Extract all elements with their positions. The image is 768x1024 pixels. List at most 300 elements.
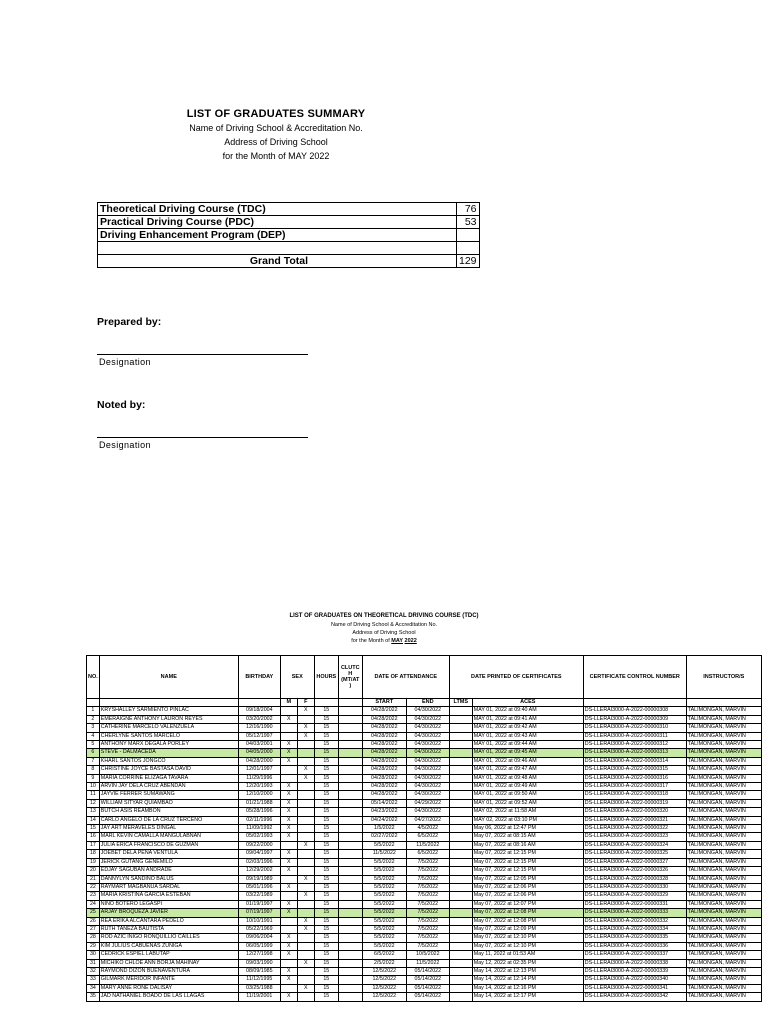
instructor: TALIMONGAN, MARVIN xyxy=(686,892,761,900)
hours: 15 xyxy=(314,892,338,900)
sex-female xyxy=(297,825,314,833)
summary-value: 76 xyxy=(457,203,480,216)
sex-male: X xyxy=(280,749,297,757)
graduate-name: MARIA CORRINE ELIZAGA TAVARA xyxy=(99,774,238,782)
ltms xyxy=(449,984,472,992)
col-sex: SEX xyxy=(280,656,314,699)
row-number: 27 xyxy=(87,925,100,933)
aces-date: May 07, 2022 at 12:09 PM xyxy=(472,925,583,933)
start-date: 04/28/2022 xyxy=(362,741,406,749)
birthday: 11/09/1992 xyxy=(238,825,280,833)
ltms xyxy=(449,808,472,816)
certificate-number: DS-LLERAI3000-A-2022-00000320 xyxy=(583,808,686,816)
summary-value: 53 xyxy=(457,216,480,229)
table-row xyxy=(87,783,762,791)
ltms xyxy=(449,766,472,774)
clutch xyxy=(338,791,362,799)
sex-female: X xyxy=(297,917,314,925)
start-date: 5/5/2022 xyxy=(362,867,406,875)
end-date: 05/14/2022 xyxy=(406,984,449,992)
aces-date: May 07, 2022 at 12:15 PM xyxy=(472,850,583,858)
ltms xyxy=(449,841,472,849)
aces-date: MAY 01, 2022 at 09:49 AM xyxy=(472,783,583,791)
certificate-number: DS-LLERAI3000-A-2022-00000325 xyxy=(583,850,686,858)
hours: 15 xyxy=(314,724,338,732)
sex-male: X xyxy=(280,799,297,807)
start-date: 1/5/2022 xyxy=(362,825,406,833)
end-date: 7/5/2022 xyxy=(406,900,449,908)
end-date: 04/30/2022 xyxy=(406,783,449,791)
hours: 15 xyxy=(314,951,338,959)
summary-spacer xyxy=(322,229,457,242)
ltms xyxy=(449,783,472,791)
sex-female xyxy=(297,816,314,824)
summary-school-name: Name of Driving School & Accreditation No. xyxy=(189,123,363,133)
prepared-designation: Designation xyxy=(99,357,151,367)
ltms xyxy=(449,993,472,1001)
sex-female: X xyxy=(297,732,314,740)
instructor: TALIMONGAN, MARVIN xyxy=(686,967,761,975)
ltms xyxy=(449,909,472,917)
end-date: 05/14/2022 xyxy=(406,967,449,975)
clutch xyxy=(338,892,362,900)
tdc-period-year: 2022 xyxy=(404,638,417,644)
hours: 15 xyxy=(314,749,338,757)
graduate-name: ARVIN JAY DELA CRUZ ABENDAN xyxy=(99,783,238,791)
clutch xyxy=(338,724,362,732)
row-number: 18 xyxy=(87,850,100,858)
certificate-number: DS-LLERAI3000-A-2022-00000312 xyxy=(583,741,686,749)
aces-date: May 14, 2022 at 12:17 PM xyxy=(472,993,583,1001)
row-number: 7 xyxy=(87,757,100,765)
aces-date: MAY 01, 2022 at 09:50 AM xyxy=(472,791,583,799)
birthday: 05/28/1996 xyxy=(238,808,280,816)
end-date: 6/5/2022 xyxy=(406,850,449,858)
table-row xyxy=(87,900,762,908)
hours: 15 xyxy=(314,757,338,765)
clutch xyxy=(338,715,362,723)
end-date: 04/30/2022 xyxy=(406,808,449,816)
tdc-school-address: Address of Driving School xyxy=(352,630,416,636)
end-date: 11/5/2022 xyxy=(406,959,449,967)
sex-male: X xyxy=(280,909,297,917)
row-number: 21 xyxy=(87,875,100,883)
row-number: 5 xyxy=(87,741,100,749)
ltms xyxy=(449,749,472,757)
birthday: 02/11/1996 xyxy=(238,816,280,824)
row-number: 11 xyxy=(87,791,100,799)
row-number: 28 xyxy=(87,934,100,942)
table-row xyxy=(87,959,762,967)
birthday: 08/09/1985 xyxy=(238,967,280,975)
table-row xyxy=(87,724,762,732)
end-date: 04/27/2022 xyxy=(406,816,449,824)
end-date: 04/30/2022 xyxy=(406,757,449,765)
certificate-number: DS-LLERAI3000-A-2022-00000330 xyxy=(583,883,686,891)
certificate-number: DS-LLERAI3000-A-2022-00000313 xyxy=(583,749,686,757)
sex-male: X xyxy=(280,867,297,875)
certificate-number: DS-LLERAI3000-A-2022-00000311 xyxy=(583,732,686,740)
birthday: 01/21/1988 xyxy=(238,799,280,807)
table-row xyxy=(87,984,762,992)
sex-male xyxy=(280,774,297,782)
subheader-row xyxy=(87,699,762,707)
instructor: TALIMONGAN, MARVIN xyxy=(686,749,761,757)
graduate-name: CARLO ANGELO DE LA CRUZ TERCENO xyxy=(99,816,238,824)
instructor: TALIMONGAN, MARVIN xyxy=(686,741,761,749)
instructor: TALIMONGAN, MARVIN xyxy=(686,791,761,799)
start-date: 5/5/2022 xyxy=(362,875,406,883)
aces-date: MAY 01, 2022 at 09:52 AM xyxy=(472,799,583,807)
table-row xyxy=(87,749,762,757)
graduate-name: RAYMOND DIZON BUENAVENTURA xyxy=(99,967,238,975)
graduate-name: CHERLYNE SANTOS MARCELO xyxy=(99,732,238,740)
sub-blank xyxy=(583,699,686,707)
table-row xyxy=(87,766,762,774)
sub-start: START xyxy=(362,699,406,707)
prepared-signature-line xyxy=(97,354,308,355)
table-row xyxy=(87,934,762,942)
clutch xyxy=(338,925,362,933)
table-row xyxy=(87,757,762,765)
graduate-name: REA ERIKA ALCANTARA PEDELO xyxy=(99,917,238,925)
row-number: 22 xyxy=(87,883,100,891)
summary-row xyxy=(98,229,480,242)
sex-male xyxy=(280,875,297,883)
sex-female xyxy=(297,749,314,757)
aces-date: May 07, 2022 at 12:05 PM xyxy=(472,875,583,883)
graduate-name: CATHERINE MARCELO VALENZUELA xyxy=(99,724,238,732)
header-row xyxy=(87,656,762,699)
col-birthday: BIRTHDAY xyxy=(238,656,280,699)
row-number: 25 xyxy=(87,909,100,917)
instructor: TALIMONGAN, MARVIN xyxy=(686,993,761,1001)
sex-male xyxy=(280,959,297,967)
sex-male: X xyxy=(280,993,297,1001)
birthday: 09/03/1990 xyxy=(238,959,280,967)
row-number: 3 xyxy=(87,724,100,732)
ltms xyxy=(449,791,472,799)
hours: 15 xyxy=(314,925,338,933)
instructor: TALIMONGAN, MARVIN xyxy=(686,774,761,782)
graduate-name: ARJAY BROQUEZA JAVIER xyxy=(99,909,238,917)
birthday: 03/25/1988 xyxy=(238,984,280,992)
sex-female xyxy=(297,850,314,858)
graduate-name: NINO BOTERO LEGASPI xyxy=(99,900,238,908)
aces-date: May 11, 2022 at 01:53 AM xyxy=(472,951,583,959)
row-number: 16 xyxy=(87,833,100,841)
row-number: 2 xyxy=(87,715,100,723)
tdc-period-month: MAY xyxy=(391,638,403,644)
end-date: 7/5/2022 xyxy=(406,909,449,917)
end-date: 7/5/2022 xyxy=(406,925,449,933)
tdc-school-name: Name of Driving School & Accreditation No. xyxy=(330,622,438,628)
graduate-name: MARY ANNE RONE DALISAY xyxy=(99,984,238,992)
certificate-number: DS-LLERAI3000-A-2022-00000308 xyxy=(583,707,686,715)
row-number: 31 xyxy=(87,959,100,967)
clutch xyxy=(338,841,362,849)
graduate-name: ANTHONY MARX DEGALA PORLEY xyxy=(99,741,238,749)
sex-female: X xyxy=(297,875,314,883)
start-date: 04/28/2022 xyxy=(362,724,406,732)
aces-date: May 14, 2022 at 12:14 PM xyxy=(472,976,583,984)
row-number: 29 xyxy=(87,942,100,950)
certificate-number: DS-LLERAI3000-A-2022-00000332 xyxy=(583,917,686,925)
graduate-name: KIM JULIUS CABUENAS ZUNIGA xyxy=(99,942,238,950)
table-row xyxy=(87,825,762,833)
clutch xyxy=(338,942,362,950)
aces-date: MAY 01, 2022 at 09:40 AM xyxy=(472,707,583,715)
certificate-number: DS-LLERAI3000-A-2022-00000326 xyxy=(583,867,686,875)
clutch xyxy=(338,799,362,807)
table-row xyxy=(87,816,762,824)
sex-female xyxy=(297,783,314,791)
sex-female xyxy=(297,791,314,799)
clutch xyxy=(338,741,362,749)
birthday: 05/12/1997 xyxy=(238,732,280,740)
hours: 15 xyxy=(314,875,338,883)
birthday: 12/10/2000 xyxy=(238,791,280,799)
clutch xyxy=(338,825,362,833)
end-date: 04/30/2022 xyxy=(406,749,449,757)
sub-blank xyxy=(686,699,761,707)
ltms xyxy=(449,934,472,942)
sex-male xyxy=(280,917,297,925)
clutch xyxy=(338,951,362,959)
tdc-title: LIST OF GRADUATES ON THEORETICAL DRIVING COURSE (TDC) xyxy=(289,613,479,619)
aces-date: May 14, 2022 at 12:16 PM xyxy=(472,984,583,992)
summary-spacer xyxy=(322,203,457,216)
start-date: 6/5/2022 xyxy=(362,951,406,959)
aces-date: MAY 01, 2022 at 09:46 AM xyxy=(472,757,583,765)
instructor: TALIMONGAN, MARVIN xyxy=(686,707,761,715)
clutch xyxy=(338,808,362,816)
ltms xyxy=(449,825,472,833)
hours: 15 xyxy=(314,850,338,858)
summary-value xyxy=(457,242,480,255)
certificate-number: DS-LLERAI3000-A-2022-00000334 xyxy=(583,925,686,933)
row-number: 15 xyxy=(87,825,100,833)
instructor: TALIMONGAN, MARVIN xyxy=(686,951,761,959)
summary-spacer xyxy=(322,255,457,268)
clutch xyxy=(338,757,362,765)
certificate-number: DS-LLERAI3000-A-2022-00000339 xyxy=(583,967,686,975)
summary-title: LIST OF GRADUATES SUMMARY xyxy=(186,108,366,120)
ltms xyxy=(449,816,472,824)
aces-date: May 07, 2022 at 12:15 PM xyxy=(472,867,583,875)
table-row xyxy=(87,774,762,782)
end-date: 7/5/2022 xyxy=(406,942,449,950)
sex-male: X xyxy=(280,783,297,791)
start-date: 04/28/2022 xyxy=(362,791,406,799)
sex-female xyxy=(297,900,314,908)
summary-table xyxy=(97,202,480,268)
instructor: TALIMONGAN, MARVIN xyxy=(686,917,761,925)
certificate-number: DS-LLERAI3000-A-2022-00000324 xyxy=(583,841,686,849)
sub-blank xyxy=(338,699,362,707)
start-date: 11/5/2022 xyxy=(362,850,406,858)
clutch xyxy=(338,850,362,858)
end-date: 7/5/2022 xyxy=(406,934,449,942)
hours: 15 xyxy=(314,816,338,824)
table-row xyxy=(87,707,762,715)
clutch xyxy=(338,774,362,782)
instructor: TALIMONGAN, MARVIN xyxy=(686,867,761,875)
start-date: 04/28/2022 xyxy=(362,749,406,757)
summary-spacer xyxy=(322,216,457,229)
instructor: TALIMONGAN, MARVIN xyxy=(686,766,761,774)
start-date: 5/5/2022 xyxy=(362,858,406,866)
clutch xyxy=(338,984,362,992)
certificate-number: DS-LLERAI3000-A-2022-00000338 xyxy=(583,959,686,967)
clutch xyxy=(338,707,362,715)
graduate-name: MARL KEVIN CAMALLA MANGULABNAN xyxy=(99,833,238,841)
instructor: TALIMONGAN, MARVIN xyxy=(686,883,761,891)
graduate-name: MARIA KRISTINA GARCIA ESTEBAN xyxy=(99,892,238,900)
clutch xyxy=(338,934,362,942)
sex-female xyxy=(297,715,314,723)
row-number: 35 xyxy=(87,993,100,1001)
instructor: TALIMONGAN, MARVIN xyxy=(686,732,761,740)
graduate-name: RAYMART MAGBANUA SARDAL xyxy=(99,883,238,891)
certificate-number: DS-LLERAI3000-A-2022-00000315 xyxy=(583,766,686,774)
birthday: 12/29/2002 xyxy=(238,867,280,875)
sex-female: X xyxy=(297,984,314,992)
graduate-name: CHRISTINE JOYCE BASTASA DAVID xyxy=(99,766,238,774)
table-row xyxy=(87,951,762,959)
tdc-period-prefix: for the Month of xyxy=(351,638,390,644)
row-number: 14 xyxy=(87,816,100,824)
sex-male: X xyxy=(280,883,297,891)
start-date: 04/28/2022 xyxy=(362,766,406,774)
graduate-name: GILMARK MERIDOR INFANTE xyxy=(99,976,238,984)
certificate-number: DS-LLERAI3000-A-2022-00000331 xyxy=(583,900,686,908)
table-row xyxy=(87,808,762,816)
sex-male xyxy=(280,707,297,715)
summary-total-row xyxy=(98,255,480,268)
end-date: 7/5/2022 xyxy=(406,892,449,900)
clutch xyxy=(338,900,362,908)
sex-female xyxy=(297,942,314,950)
end-date: 04/30/2022 xyxy=(406,715,449,723)
row-number: 33 xyxy=(87,976,100,984)
sex-male: X xyxy=(280,976,297,984)
start-date: 12/5/2022 xyxy=(362,993,406,1001)
aces-date: May 12, 2022 at 02:35 PM xyxy=(472,959,583,967)
summary-row xyxy=(98,242,480,255)
sex-male xyxy=(280,892,297,900)
table-row xyxy=(87,841,762,849)
start-date: 04/28/2022 xyxy=(362,783,406,791)
certificate-number: DS-LLERAI3000-A-2022-00000322 xyxy=(583,825,686,833)
certificate-number: DS-LLERAI3000-A-2022-00000335 xyxy=(583,934,686,942)
table-row xyxy=(87,850,762,858)
clutch xyxy=(338,867,362,875)
sex-male: X xyxy=(280,850,297,858)
grand-total-label: Grand Total xyxy=(98,255,323,268)
end-date: 04/30/2022 xyxy=(406,774,449,782)
end-date: 6/5/2022 xyxy=(406,833,449,841)
clutch xyxy=(338,833,362,841)
hours: 15 xyxy=(314,825,338,833)
end-date: 10/5/2022 xyxy=(406,951,449,959)
graduate-name: JERICK GUTANG GENEMILO xyxy=(99,858,238,866)
birthday: 11/12/1995 xyxy=(238,976,280,984)
sex-male: X xyxy=(280,825,297,833)
instructor: TALIMONGAN, MARVIN xyxy=(686,724,761,732)
hours: 15 xyxy=(314,774,338,782)
row-number: 30 xyxy=(87,951,100,959)
clutch xyxy=(338,967,362,975)
aces-date: MAY 02, 2022 at 11:58 AM xyxy=(472,808,583,816)
end-date: 04/30/2022 xyxy=(406,791,449,799)
graduate-name: EDJAY SAGUBAN ANDRADE xyxy=(99,867,238,875)
sex-female xyxy=(297,867,314,875)
aces-date: May 14, 2022 at 12:13 PM xyxy=(472,967,583,975)
col-name: NAME xyxy=(99,656,238,699)
aces-date: MAY 02, 2022 at 03:10 PM xyxy=(472,816,583,824)
birthday: 09/18/2004 xyxy=(238,707,280,715)
birthday: 12/01/1997 xyxy=(238,766,280,774)
noted-designation: Designation xyxy=(99,440,151,450)
birthday: 12/16/1990 xyxy=(238,724,280,732)
tdc-period xyxy=(0,638,768,644)
row-number: 20 xyxy=(87,867,100,875)
birthday: 09/06/2004 xyxy=(238,934,280,942)
sex-male xyxy=(280,732,297,740)
graduate-name: KHARL SANTOS JONGCO xyxy=(99,757,238,765)
end-date: 04/30/2022 xyxy=(406,741,449,749)
certificate-number: DS-LLERAI3000-A-2022-00000310 xyxy=(583,724,686,732)
hours: 15 xyxy=(314,976,338,984)
birthday: 12/27/1998 xyxy=(238,951,280,959)
summary-period: for the Month of MAY 2022 xyxy=(222,151,330,161)
ltms xyxy=(449,850,472,858)
graduate-name: JAYVIE FERRER SUMAWANG xyxy=(99,791,238,799)
start-date: 5/5/2022 xyxy=(362,934,406,942)
sub-aces: ACES xyxy=(472,699,583,707)
end-date: 7/5/2022 xyxy=(406,917,449,925)
hours: 15 xyxy=(314,766,338,774)
clutch xyxy=(338,749,362,757)
col-printed: DATE PRINTED OF CERTIFICATES xyxy=(449,656,583,699)
sex-female xyxy=(297,909,314,917)
birthday: 05/22/1969 xyxy=(238,925,280,933)
graduate-name: DANNYLYN SANDINO BALUS xyxy=(99,875,238,883)
ltms xyxy=(449,959,472,967)
birthday: 02/03/1996 xyxy=(238,858,280,866)
instructor: TALIMONGAN, MARVIN xyxy=(686,850,761,858)
sex-male: X xyxy=(280,951,297,959)
graduates-table xyxy=(86,655,762,1002)
ltms xyxy=(449,799,472,807)
sex-female xyxy=(297,951,314,959)
row-number: 6 xyxy=(87,749,100,757)
summary-label: Theoretical Driving Course (TDC) xyxy=(98,203,323,216)
sub-male: M xyxy=(280,699,297,707)
end-date: 7/5/2022 xyxy=(406,867,449,875)
hours: 15 xyxy=(314,959,338,967)
grand-total-value: 129 xyxy=(457,255,480,268)
hours: 15 xyxy=(314,707,338,715)
table-row xyxy=(87,875,762,883)
sex-male: X xyxy=(280,967,297,975)
birthday: 05/02/1993 xyxy=(238,833,280,841)
ltms xyxy=(449,757,472,765)
end-date: 7/5/2022 xyxy=(406,883,449,891)
col-no: NO. xyxy=(87,656,100,699)
instructor: TALIMONGAN, MARVIN xyxy=(686,841,761,849)
